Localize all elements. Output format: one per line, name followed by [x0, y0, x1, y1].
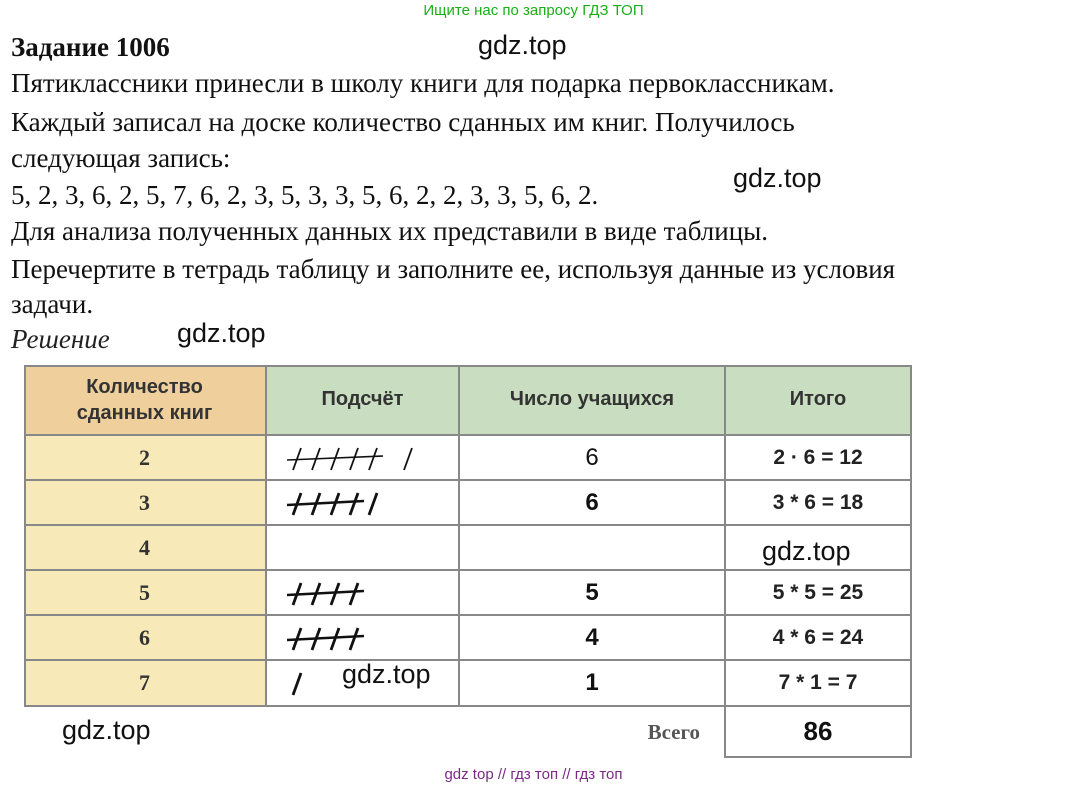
students-count-cell — [460, 526, 726, 571]
students-count-cell: 5 — [460, 571, 726, 616]
tally-mark — [293, 673, 301, 695]
tally-marks-icon — [287, 622, 405, 654]
row-total-cell: 2 · 6 = 12 — [726, 436, 912, 481]
tally-marks-icon — [287, 442, 449, 474]
header-students: Число учащихся — [460, 365, 726, 436]
students-count-cell: 4 — [460, 616, 726, 661]
watermark: gdz.top — [733, 163, 822, 193]
problem-line-5: Для анализа полученных данных их представили в виде таблицы. — [11, 216, 769, 246]
tally-marks-icon — [287, 577, 405, 609]
tally-mark — [331, 493, 339, 515]
row-total-cell: 5 * 5 = 25 — [726, 571, 912, 616]
watermark: gdz.top — [62, 715, 151, 745]
top-banner[interactable]: Ищите нас по запросу ГДЗ ТОП — [423, 2, 644, 19]
row-total-cell: 7 * 1 = 7 — [726, 661, 912, 707]
tally-mark — [350, 628, 358, 650]
books-count-cell: 2 — [24, 436, 267, 481]
books-count-cell: 6 — [24, 616, 267, 661]
header-books-line2: сданных книг — [76, 401, 213, 424]
total-value: 86 — [726, 707, 912, 758]
students-count-cell: 1 — [460, 661, 726, 707]
books-count-cell: 3 — [24, 481, 267, 526]
watermark: gdz.top — [177, 318, 266, 348]
books-count-cell: 4 — [24, 526, 267, 571]
row-total-cell: 4 * 6 = 24 — [726, 616, 912, 661]
watermark: gdz.top — [762, 536, 851, 566]
books-count-cell: 7 — [24, 661, 267, 707]
tally-mark — [369, 493, 377, 515]
header-total: Итого — [726, 365, 912, 436]
watermark: gdz.top — [478, 30, 567, 60]
problem-line-2: Каждый записал на доске количество сданных им книг. Получилось — [11, 107, 795, 137]
tally-mark — [404, 448, 412, 470]
problem-line-1: Пятиклассники принесли в школу книги для подарка первоклассникам. — [11, 68, 835, 98]
problem-line-4-data: 5, 2, 3, 6, 2, 5, 7, 6, 2, 3, 5, 3, 3, 5, 6, 2, 2, 3, 3, 5, 6, 2. — [11, 180, 599, 210]
tally-mark — [331, 628, 339, 650]
header-books — [24, 365, 267, 436]
header-books-line1: Количество — [86, 375, 203, 398]
tally-cell — [267, 616, 460, 661]
students-count-cell: 6 — [460, 481, 726, 526]
tally-marks-icon — [287, 667, 339, 699]
tally-cell — [267, 436, 460, 481]
solution-label: Решение — [11, 324, 110, 354]
problem-line-6: Перечертите в тетрадь таблицу и заполните ее, используя данные из условия — [11, 254, 896, 284]
tally-cell — [267, 526, 460, 571]
tally-mark — [369, 448, 377, 470]
tally-cell — [267, 571, 460, 616]
watermark: gdz.top — [342, 659, 431, 689]
problem-line-3: следующая запись: — [11, 143, 231, 173]
row-total-cell: 3 * 6 = 18 — [726, 481, 912, 526]
problem-line-7: задачи. — [11, 289, 94, 319]
task-title: Задание 1006 — [11, 32, 170, 62]
total-label: Всего — [460, 707, 726, 758]
tally-mark — [331, 448, 339, 470]
students-count-cell: 6 — [460, 436, 726, 481]
bottom-banner[interactable]: gdz top // гдз топ // гдз топ — [444, 766, 623, 783]
tally-mark — [331, 583, 339, 605]
tally-mark — [350, 583, 358, 605]
header-tally: Подсчёт — [267, 365, 460, 436]
tally-mark — [350, 448, 358, 470]
tally-marks-icon — [287, 487, 427, 519]
tally-cell — [267, 481, 460, 526]
tally-mark — [350, 493, 358, 515]
books-count-cell: 5 — [24, 571, 267, 616]
